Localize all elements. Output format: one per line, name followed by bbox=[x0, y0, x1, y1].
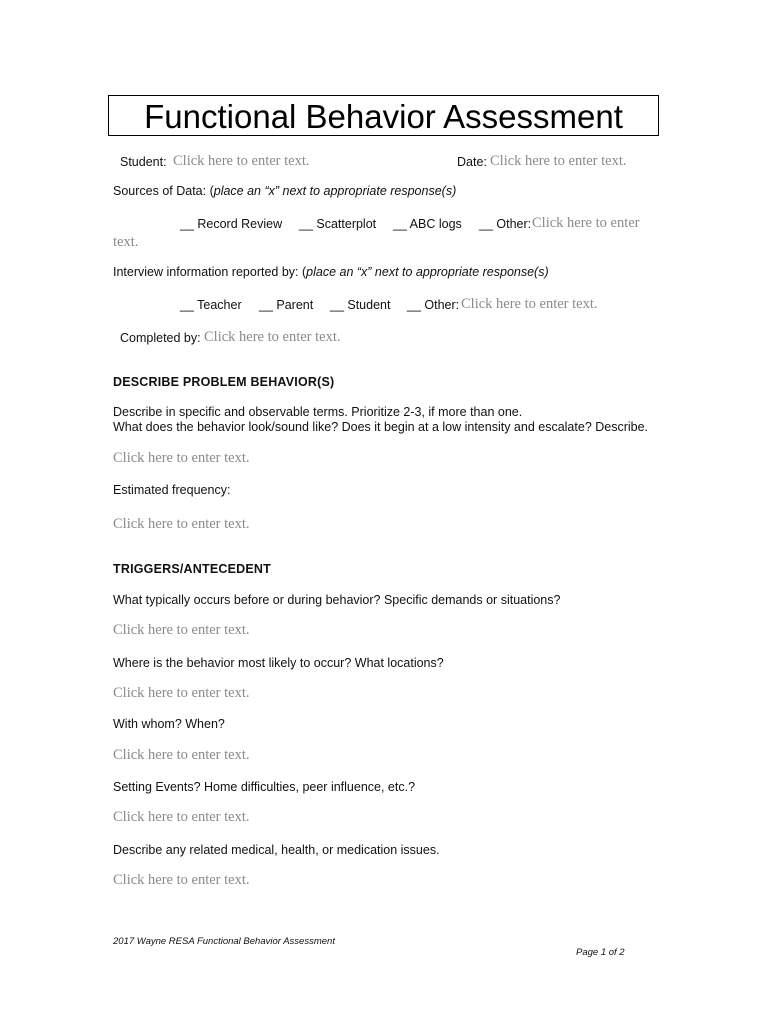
student-label: Student: bbox=[120, 155, 167, 169]
interview-other-field[interactable]: Click here to enter text. bbox=[461, 296, 598, 312]
trigger-answer-3[interactable]: Click here to enter text. bbox=[113, 747, 250, 763]
problem-heading: DESCRIBE PROBLEM BEHAVIOR(S) bbox=[113, 375, 335, 389]
trigger-question-1: What typically occurs before or during behavior? Specific demands or situations? bbox=[113, 593, 561, 607]
interview-teacher[interactable]: __ Teacher bbox=[180, 298, 242, 312]
trigger-answer-5[interactable]: Click here to enter text. bbox=[113, 872, 250, 888]
source-other-field[interactable]: Click here to enter bbox=[532, 215, 640, 231]
trigger-question-3: With whom? When? bbox=[113, 717, 225, 731]
frequency-label: Estimated frequency: bbox=[113, 483, 231, 497]
completed-label: Completed by: bbox=[120, 331, 201, 345]
student-field[interactable]: Click here to enter text. bbox=[173, 153, 310, 169]
source-scatterplot[interactable]: __ Scatterplot bbox=[299, 217, 377, 231]
date-label: Date: bbox=[457, 155, 487, 169]
interview-label: Interview information reported by: (place an “x” next to appropriate response(s) bbox=[113, 265, 549, 279]
triggers-heading: TRIGGERS/ANTECEDENT bbox=[113, 562, 271, 576]
problem-desc-line1: Describe in specific and observable terms. Prioritize 2-3, if more than one. bbox=[113, 405, 523, 419]
interview-student[interactable]: __ Student bbox=[330, 298, 391, 312]
problem-desc-line2: What does the behavior look/sound like? Does it begin at a low intensity and escalate? Describe. bbox=[113, 420, 649, 434]
footer-copyright: 2017 Wayne RESA Functional Behavior Assessment bbox=[113, 936, 335, 947]
frequency-field[interactable]: Click here to enter text. bbox=[113, 516, 250, 532]
problem-desc-field[interactable]: Click here to enter text. bbox=[113, 450, 250, 466]
page-number: Page 1 of 2 bbox=[576, 947, 625, 958]
page-title: Functional Behavior Assessment bbox=[144, 98, 623, 135]
trigger-question-4: Setting Events? Home difficulties, peer influence, etc.? bbox=[113, 780, 416, 794]
trigger-answer-1[interactable]: Click here to enter text. bbox=[113, 622, 250, 638]
source-other-field-cont[interactable]: text. bbox=[113, 234, 139, 250]
trigger-question-5: Describe any related medical, health, or medication issues. bbox=[113, 843, 440, 857]
interview-other[interactable]: __ Other: bbox=[407, 298, 460, 312]
completed-field[interactable]: Click here to enter text. bbox=[204, 329, 341, 345]
trigger-answer-4[interactable]: Click here to enter text. bbox=[113, 809, 250, 825]
title-box bbox=[108, 95, 659, 136]
interview-parent[interactable]: __ Parent bbox=[259, 298, 314, 312]
source-record-review[interactable]: __ Record Review bbox=[180, 217, 283, 231]
trigger-question-2: Where is the behavior most likely to occur? What locations? bbox=[113, 656, 444, 670]
date-field[interactable]: Click here to enter text. bbox=[490, 153, 627, 169]
source-abc-logs[interactable]: __ ABC logs bbox=[393, 217, 462, 231]
sources-label: Sources of Data: (place an “x” next to appropriate response(s) bbox=[113, 184, 457, 198]
trigger-answer-2[interactable]: Click here to enter text. bbox=[113, 685, 250, 701]
source-other[interactable]: __ Other: bbox=[479, 217, 532, 231]
